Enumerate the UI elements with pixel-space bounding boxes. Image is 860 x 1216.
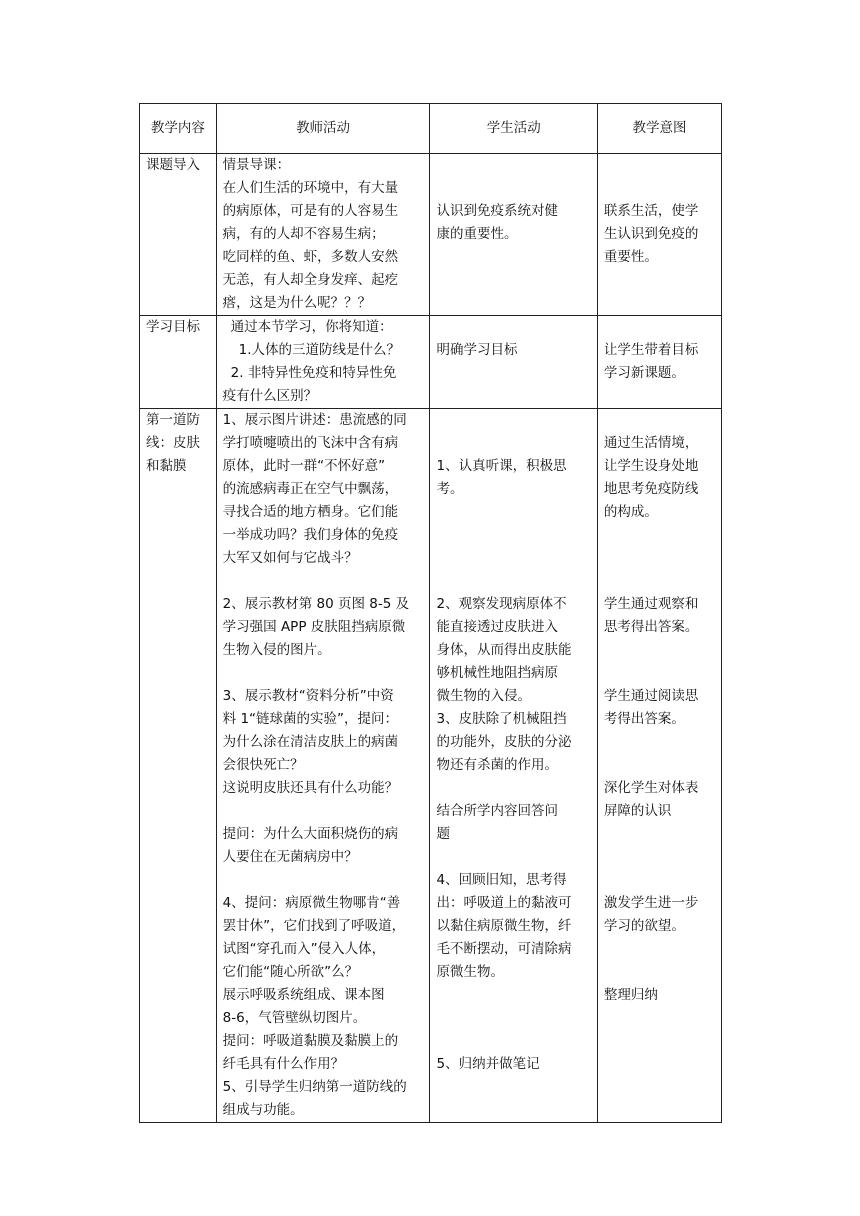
text-line: 出：呼吸道上的黏液可 — [436, 895, 572, 911]
text-line: 学习强国 APP 皮肤阻挡病原微 — [222, 619, 406, 635]
text-line: 明确学习目标 — [436, 342, 518, 358]
topic-goals: 学习目标 — [140, 316, 217, 409]
text-line: 料 1“链球菌的实验”，提问： — [222, 711, 399, 727]
text-line: 展示呼吸系统组成、课本图 — [222, 987, 385, 1003]
table-row-goals — [140, 316, 722, 409]
text-line: 学生通过阅读思 — [603, 688, 699, 704]
header-intent: 教学意图 — [597, 104, 721, 154]
text-line: 寻找合适的地方栖身。它们能 — [222, 504, 399, 520]
text-line: 的构成。 — [603, 504, 658, 520]
text-line: 结合所学内容回答问 — [436, 803, 558, 819]
table-header-row — [140, 104, 722, 154]
text-line: 试图“穿孔而入”侵入人体， — [222, 941, 386, 957]
text-line: 学习新课题。 — [603, 365, 685, 381]
intent-intro — [597, 154, 721, 316]
text-line: 考。 — [436, 481, 464, 497]
text-line: 1.人体的三道防线是什么？ — [238, 342, 401, 358]
text-line: 8-6，气管壁纵切图片。 — [222, 1010, 367, 1026]
text-line: 5、引导学生归纳第一道防线的 — [222, 1079, 407, 1095]
text-line: 通过本节学习，你将知道： — [230, 319, 393, 335]
text-line: 疫有什么区别？ — [222, 388, 318, 404]
text-line: 4、提问：病原微生物哪肯“善 — [222, 895, 401, 911]
teacher-first-line — [216, 409, 430, 1123]
table-row-intro — [140, 154, 722, 316]
text-line: 以黏住病原微生物，纤 — [436, 918, 572, 934]
text-line: 的流感病毒正在空气中飘荡， — [222, 481, 399, 497]
text-line: 1、展示图片讲述：患流感的同 — [222, 412, 407, 428]
table-row-first-line — [140, 409, 722, 1123]
intent-first-line — [597, 409, 721, 1123]
text-line: 2. 非特异性免疫和特异性免 — [230, 365, 397, 381]
text-line: 它们能“随心所欲”么？ — [222, 964, 359, 980]
text-line: 情景导课： — [222, 157, 291, 173]
student-first-line — [430, 409, 597, 1123]
text-line: 通过生活情境， — [603, 435, 699, 451]
header-content: 教学内容 — [140, 104, 217, 154]
text-line: 1、认真听课，积极思 — [436, 458, 567, 474]
student-intro — [430, 154, 597, 316]
header-student: 学生活动 — [430, 104, 597, 154]
text-line: 一举成功吗？我们身体的免疫 — [222, 527, 399, 543]
text-line: 学打喷嚏喷出的飞沫中含有病 — [222, 435, 399, 451]
text-line: 2、观察发现病原体不 — [436, 596, 567, 612]
student-goals — [430, 316, 597, 409]
text-line: 身体，从而得出皮肤能 — [436, 642, 572, 658]
text-line: 让学生带着目标 — [603, 342, 699, 358]
text-line: 会很快死亡？ — [222, 757, 304, 773]
header-teacher: 教师活动 — [216, 104, 430, 154]
text-line: 考得出答案。 — [603, 711, 685, 727]
text-line: 联系生活，使学 — [603, 203, 699, 219]
text-line: 思考得出答案。 — [603, 619, 699, 635]
text-line: 第一道防 — [146, 412, 200, 428]
text-line: 提问：为什么大面积烧伤的病 — [222, 826, 399, 842]
text-line: 能直接透过皮肤进入 — [436, 619, 558, 635]
text-line: 地思考免疫防线 — [603, 481, 699, 497]
text-line: 的功能外，皮肤的分泌 — [436, 734, 572, 750]
text-line: 无恙，有人却全身发痒、起疙 — [222, 272, 399, 288]
text-line: 提问：呼吸道黏膜及黏膜上的 — [222, 1033, 399, 1049]
text-line: 认识到免疫系统对健 — [436, 203, 558, 219]
text-line: 康的重要性。 — [436, 226, 518, 242]
text-line: 组成与功能。 — [222, 1102, 304, 1118]
lesson-plan-table — [139, 103, 722, 1123]
text-line: 屏障的认识 — [603, 803, 672, 819]
text-line: 物还有杀菌的作用。 — [436, 757, 558, 773]
text-line: 线：皮肤 — [146, 435, 200, 451]
text-line: 人要住在无菌病房中？ — [222, 849, 358, 865]
text-line: 病，有的人却不容易生病； — [222, 226, 385, 242]
text-line: 罢甘休”，它们找到了呼吸道， — [222, 918, 406, 934]
text-line: 瘩，这是为什么呢？？？ — [222, 295, 372, 311]
text-line: 4、回顾旧知，思考得 — [436, 872, 567, 888]
topic-intro: 课题导入 — [140, 154, 217, 316]
text-line: 学生通过观察和 — [603, 596, 699, 612]
text-line: 微生物的入侵。 — [436, 688, 531, 704]
text-line: 和黏膜 — [146, 458, 187, 474]
text-line: 生认识到免疫的 — [603, 226, 699, 242]
intent-goals — [597, 316, 721, 409]
text-line: 5、归纳并做笔记 — [436, 1056, 540, 1072]
text-line: 题 — [436, 826, 450, 842]
text-line: 够机械性地阻挡病原 — [436, 665, 558, 681]
teacher-goals — [216, 316, 430, 409]
text-line: 的病原体，可是有的人容易生 — [222, 203, 399, 219]
text-line: 让学生设身处地 — [603, 458, 699, 474]
text-line: 为什么涂在清洁皮肤上的病菌 — [222, 734, 399, 750]
text-line: 生物入侵的图片。 — [222, 642, 331, 658]
text-line: 纤毛具有什么作用？ — [222, 1056, 345, 1072]
text-line: 3、展示教材“资料分析”中资 — [222, 688, 394, 704]
text-line: 原微生物。 — [436, 964, 504, 980]
teacher-intro — [216, 154, 430, 316]
text-line: 这说明皮肤还具有什么功能？ — [222, 780, 399, 796]
text-line: 深化学生对体表 — [603, 780, 699, 796]
text-line: 在人们生活的环境中，有大量 — [222, 180, 399, 196]
topic-first-line — [140, 409, 217, 1123]
text-line: 整理归纳 — [603, 987, 658, 1003]
text-line: 3、皮肤除了机械阻挡 — [436, 711, 567, 727]
text-line: 重要性。 — [603, 249, 658, 265]
text-line: 2、展示教材第 80 页图 8-5 及 — [222, 596, 410, 612]
text-line: 激发学生进一步 — [603, 895, 699, 911]
text-line: 吃同样的鱼、虾，多数人安然 — [222, 249, 399, 265]
text-line: 大军又如何与它战斗？ — [222, 550, 358, 566]
text-line: 原体，此时一群“不怀好意” — [222, 458, 386, 474]
text-line: 学习的欲望。 — [603, 918, 685, 934]
text-line: 毛不断摆动，可清除病 — [436, 941, 572, 957]
